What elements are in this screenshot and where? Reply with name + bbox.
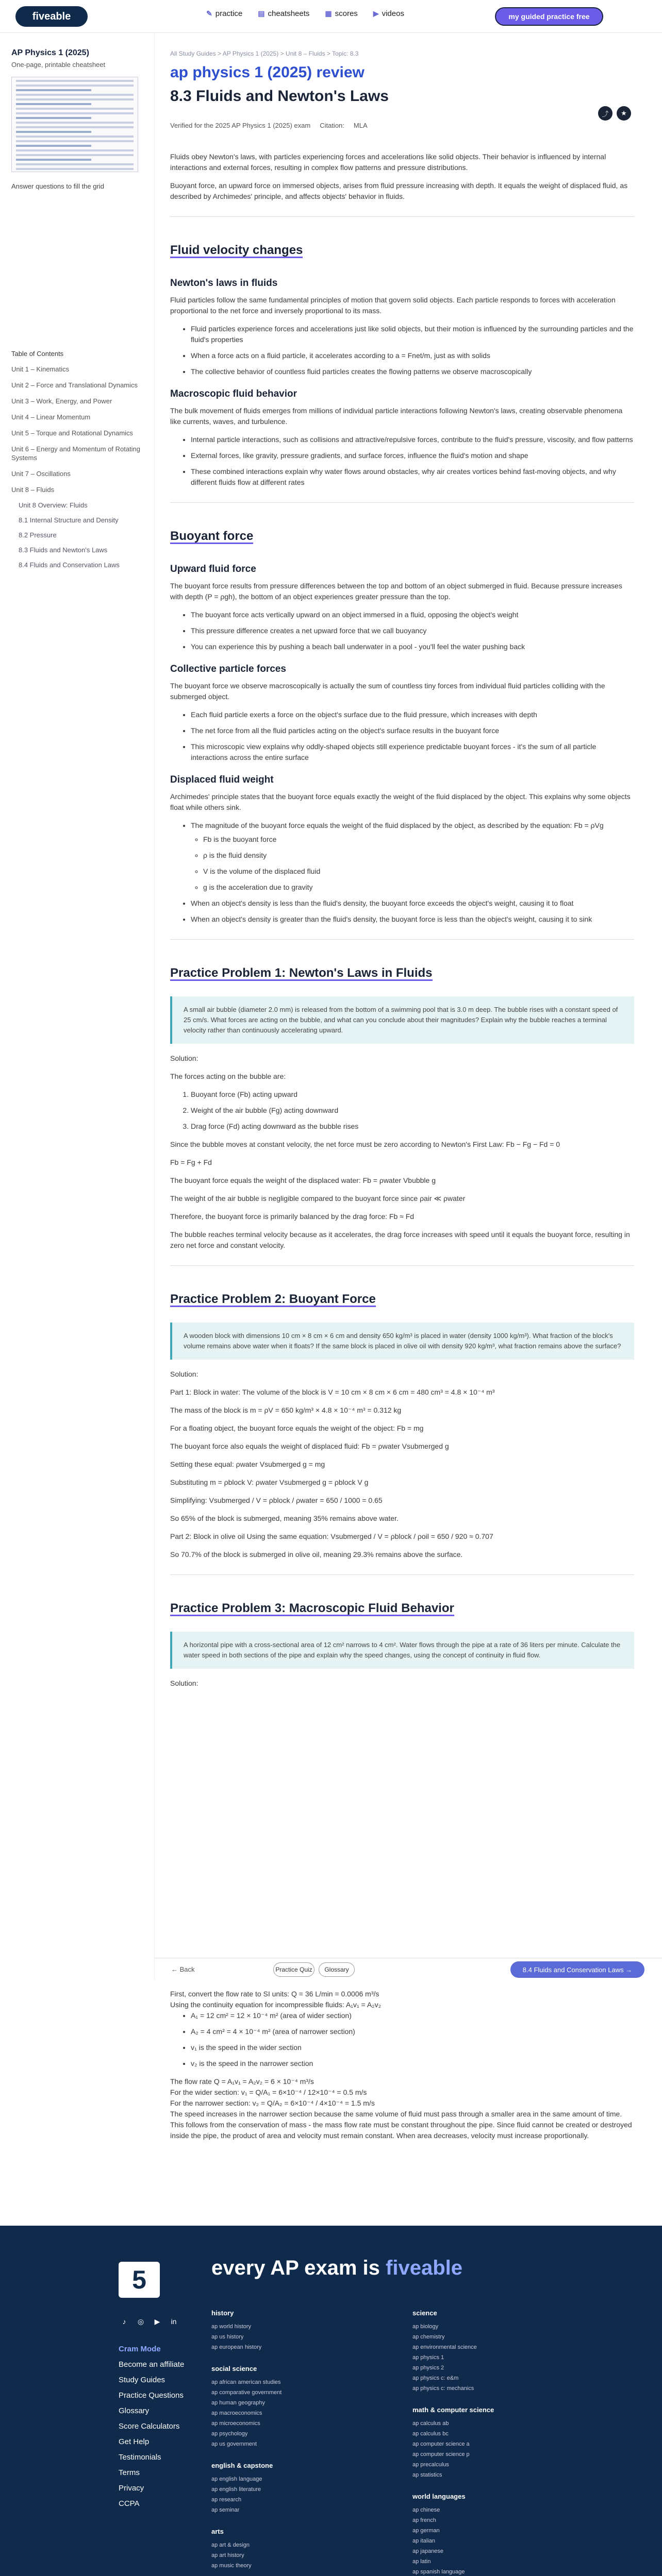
- paragraph: The mass of the block is m = ρV = 650 kg/m³ × 4.8 × 10⁻⁴ m³ = 0.312 kg: [170, 1406, 402, 1414]
- video-icon: ▶: [373, 9, 379, 18]
- paragraph: The buoyant force results from pressure differences between the top and bottom of an object submerged in fluid. Because pressure increases with depth (P = ρgh), the bottom of an object experiences greater pressure than the top.: [170, 582, 622, 601]
- list-item: • When an object's density is greater than the fluid's density, the buoyant force is less than the object's weight, causing it to sink: [191, 914, 634, 925]
- toc-unit[interactable]: Unit 6 – Energy and Momentum of Rotating Systems: [11, 445, 141, 462]
- list-item: • When a force acts on a fluid particle, it accelerates according to a = Fnet/m, just as with solids: [191, 350, 634, 361]
- footer-link[interactable]: Cram Mode: [119, 2345, 161, 2353]
- answer-questions-link[interactable]: Answer questions to fill the grid: [11, 182, 104, 190]
- footer-link[interactable]: ap italian: [412, 2538, 436, 2544]
- cheatsheet-title: AP Physics 1 (2025): [11, 48, 89, 57]
- list-item: • These combined interactions explain why water flows around obstacles, why air creates vortices behind fast-moving objects, and why different fluids flow at different rates: [191, 466, 634, 488]
- list-item: • You can experience this by pushing a beach ball underwater in a pool - you'll feel the water pushing back: [191, 641, 634, 652]
- footer-link[interactable]: Testimonials: [119, 2453, 161, 2462]
- bookmark-icon[interactable]: ★: [617, 106, 631, 121]
- paragraph: The weight of the air bubble is negligible compared to the buoyant force since ρair ≪ ρwater: [170, 1194, 466, 1202]
- footer-link[interactable]: Score Calculators: [119, 2422, 180, 2431]
- footer-link[interactable]: ap german: [412, 2528, 440, 2534]
- footer-link[interactable]: ap us government: [211, 2441, 257, 2447]
- toc-unit[interactable]: Unit 5 – Torque and Rotational Dynamics: [11, 429, 134, 437]
- practice-icon: ✎: [206, 9, 212, 18]
- footer-col-left: [211, 2308, 282, 2576]
- footer-link[interactable]: ap art history: [211, 2552, 244, 2558]
- list-item: • v₁ is the speed in the wider section: [191, 2042, 634, 2053]
- footer-link[interactable]: ap comparative government: [211, 2389, 282, 2396]
- footer-link[interactable]: CCPA: [119, 2499, 140, 2508]
- problem-statement: A wooden block with dimensions 10 cm × 8 cm × 6 cm and density 650 kg/m³ is placed in water (density 1000 kg/m³). What fraction of the block's volume remains above water when it floats? If the same block is placed in olive oil with density 920 kg/m³, what fraction remains above the surface?: [170, 1323, 634, 1360]
- footer-group-title: world languages: [412, 2493, 466, 2500]
- paragraph: First, convert the flow rate to SI units: Q = 36 L/min = 0.0006 m³/s: [170, 1990, 379, 1998]
- nav-links: [206, 9, 404, 18]
- toc-subtopic[interactable]: Unit 8 Overview: Fluids: [19, 501, 88, 509]
- nav-scores[interactable]: ▦ scores: [325, 9, 358, 18]
- footer-link[interactable]: ap computer science a: [412, 2441, 470, 2447]
- share-icon[interactable]: ⤴: [598, 106, 613, 121]
- nav-practice[interactable]: ✎ practice: [206, 9, 243, 18]
- footer-link[interactable]: Practice Questions: [119, 2391, 184, 2400]
- toc-subtopic[interactable]: 8.1 Internal Structure and Density: [19, 516, 119, 524]
- paragraph: For a floating object, the buoyant force equals the weight of the object: Fb = mg: [170, 1424, 424, 1432]
- guided-practice-button[interactable]: my guided practice free: [495, 7, 603, 26]
- footer-group-title: arts: [211, 2528, 224, 2535]
- solution-label: Solution:: [170, 1679, 198, 1687]
- subsection-heading: Displaced fluid weight: [170, 774, 274, 785]
- paragraph: Fluid particles follow the same fundamental principles of motion that govern solid objects. Each particle responds to forces with acceleration proportional to the net force and inversely proportional to its mass.: [170, 296, 616, 315]
- page-meta: [170, 122, 368, 129]
- nav-cheatsheets[interactable]: ▤ cheatsheets: [258, 9, 310, 18]
- paragraph: The buoyant force equals the weight of the displaced water: Fb = ρwater Vbubble g: [170, 1176, 436, 1184]
- paragraph: The flow rate Q = A₁v₁ = A₂v₂ = 6 × 10⁻⁴ m³/s: [170, 2077, 314, 2086]
- list-item: • This pressure difference creates a net upward force that we call buoyancy: [191, 625, 634, 636]
- linkedin-icon[interactable]: in: [171, 2317, 177, 2326]
- subsection-heading: Upward fluid force: [170, 564, 256, 574]
- toc-unit[interactable]: Unit 4 – Linear Momentum: [11, 413, 91, 421]
- list-item: ◦ V is the volume of the displaced fluid: [203, 866, 634, 877]
- list-item: 2. Weight of the air bubble (Fg) acting downward: [191, 1105, 634, 1116]
- paragraph: Therefore, the buoyant force is primarily balanced by the drag force: Fb ≈ Fd: [170, 1212, 415, 1221]
- paragraph: Part 1: Block in water: The volume of the block is V = 10 cm × 8 cm × 6 cm = 480 cm³ = 4.8 × 10⁻⁴ m³: [170, 1388, 495, 1396]
- verified-badge: Verified for the 2025 AP Physics 1 (2025) exam: [170, 122, 311, 129]
- footer-link[interactable]: Become an affiliate: [119, 2360, 185, 2369]
- footer-group-title: english & capstone: [211, 2462, 273, 2469]
- footer-link[interactable]: ap human geography: [211, 2400, 265, 2406]
- scores-icon: ▦: [325, 9, 332, 18]
- footer-group-title: math & computer science: [412, 2406, 494, 2414]
- footer-link[interactable]: ap macroeconomics: [211, 2410, 262, 2416]
- footer-links: [119, 2342, 184, 2512]
- subsection-heading: Macroscopic fluid behavior: [170, 388, 297, 399]
- footer-link[interactable]: ap physics 1: [412, 2354, 444, 2361]
- footer-link[interactable]: Terms: [119, 2468, 140, 2477]
- footer-link[interactable]: ap english language: [211, 2476, 262, 2482]
- footer-link[interactable]: ap latin: [412, 2558, 431, 2565]
- footer-link[interactable]: ap french: [412, 2517, 436, 2523]
- footer-link[interactable]: ap computer science p: [412, 2451, 470, 2458]
- footer-link[interactable]: ap physics c: mechanics: [412, 2385, 474, 2392]
- section-heading: Practice Problem 3: Macroscopic Fluid Behavior: [170, 1601, 454, 1615]
- list-item: ◦ g is the acceleration due to gravity: [203, 882, 634, 893]
- footer-link[interactable]: ap statistics: [412, 2472, 442, 2478]
- footer-link[interactable]: ap chinese: [412, 2507, 440, 2513]
- footer-group: [211, 2308, 282, 2352]
- paragraph: Part 2: Block in olive oil Using the same equation: Vsubmerged / V = ρblock / ρoil = 650 / 920 ≈ 0.707: [170, 1532, 493, 1540]
- list-item: • Each fluid particle exerts a force on the object's surface due to the fluid pressure, which increases with depth: [191, 709, 634, 720]
- list-item: • This microscopic view explains why oddly-shaped objects still experience predictable buoyant forces - it's the sum of all particle interactions across the entire surface: [191, 741, 634, 763]
- course-title: ap physics 1 (2025) review: [170, 64, 365, 81]
- intro-paragraph: Fluids obey Newton's laws, with particles experiencing forces and accelerations like solid objects. Their behavior is influenced by internal interactions and external forces, resulting in complex flow patterns and pressure distributions.: [170, 152, 606, 172]
- footer-group: [412, 2405, 494, 2480]
- footer-group-title: social science: [211, 2365, 257, 2372]
- paragraph: So 70.7% of the block is submerged in olive oil, meaning 29.3% remains above the surface.: [170, 1550, 463, 1558]
- footer-link[interactable]: ap research: [211, 2497, 242, 2503]
- instagram-icon[interactable]: ◎: [137, 2317, 144, 2326]
- paragraph: The buoyant force also equals the weight of displaced fluid: Fb = ρwater Vsubmerged g: [170, 1442, 449, 1450]
- footer-group: [412, 2308, 494, 2394]
- footer-group: [211, 2527, 282, 2571]
- footer-link[interactable]: ap physics 2: [412, 2365, 444, 2371]
- top-navigation: [0, 0, 662, 33]
- paragraph: For the wider section: v₁ = Q/A₁ = 6×10⁻⁴ / 12×10⁻⁴ = 0.5 m/s: [170, 2088, 367, 2096]
- section-heading: Buoyant force: [170, 529, 254, 543]
- paragraph: Simplifying: Vsubmerged / V = ρblock / ρwater = 650 / 1000 = 0.65: [170, 1496, 383, 1504]
- list-item: ◦ Fb is the buoyant force: [203, 834, 634, 845]
- paragraph: Substituting m = ρblock V: ρwater Vsubmerged g = ρblock V g: [170, 1478, 369, 1486]
- intro-paragraph: Buoyant force, an upward force on immersed objects, arises from fluid pressure increasing with depth. It equals the weight of displaced fluid, as described by Archimedes' principle, and affects objects' behavior in fluids.: [170, 181, 628, 200]
- footer-link[interactable]: ap psychology: [211, 2431, 248, 2437]
- list-item: • A₂ = 4 cm² = 4 × 10⁻⁴ m² (area of narrower section): [191, 2026, 634, 2037]
- list-item: • When an object's density is less than the fluid's density, the buoyant force exceeds the object's weight, causing it to float: [191, 898, 634, 909]
- footer-link[interactable]: ap english literature: [211, 2486, 261, 2493]
- paragraph: The bubble reaches terminal velocity because as it accelerates, the drag force increases with speed until it equals the buoyant force, resulting in zero net force and constant velocity.: [170, 1230, 630, 1249]
- citation-label: Citation:: [320, 122, 344, 129]
- section-heading: Fluid velocity changes: [170, 243, 303, 257]
- list-item: • The buoyant force acts vertically upward on an object immersed in a fluid, opposing the object's weight: [191, 609, 634, 620]
- footer-link[interactable]: ap japanese: [412, 2548, 443, 2554]
- solution-label: Solution:: [170, 1370, 198, 1378]
- next-topic-button[interactable]: 8.4 Fluids and Conservation Laws →: [510, 1961, 644, 1978]
- list-item: • Fluid particles experience forces and accelerations just like solid objects, but their motion is influenced by the surrounding particles and the fluid's properties: [191, 324, 634, 345]
- toc-unit[interactable]: Unit 8 – Fluids: [11, 486, 55, 494]
- paragraph: So 65% of the block is submerged, meaning 35% remains above water.: [170, 1514, 399, 1522]
- bottom-navigation-bar: [155, 1958, 662, 1980]
- problem-statement: A horizontal pipe with a cross-sectional area of 12 cm² narrows to 4 cm². Water flows through the pipe at a rate of 36 liters per minute. Calculate the water speed in both sections of the pipe and explain why the speed changes, using the concept of continuity in fluid flow.: [170, 1632, 634, 1669]
- article-body: [170, 151, 634, 1696]
- footer-link[interactable]: ap physics c: e&m: [412, 2375, 459, 2381]
- list-item: • Internal particle interactions, such as collisions and attractive/repulsive forces, contribute to the fluid's pressure, viscosity, and flow patterns: [191, 434, 634, 445]
- equation: Fb = Fg + Fd: [170, 1158, 212, 1166]
- paragraph: The buoyant force we observe macroscopically is actually the sum of countless tiny forces from individual fluid particles colliding with the submerged object.: [170, 682, 605, 701]
- list-item: • A₁ = 12 cm² = 12 × 10⁻⁴ m² (area of wider section): [191, 2010, 634, 2021]
- glossary-button[interactable]: Glossary: [319, 1962, 355, 1977]
- footer-link[interactable]: ap us history: [211, 2334, 244, 2340]
- five-logo[interactable]: 5: [119, 2262, 160, 2298]
- footer-col-right: [412, 2308, 494, 2576]
- paragraph: For the narrower section: v₂ = Q/A₂ = 6×10⁻⁴ / 4×10⁻⁴ = 1.5 m/s: [170, 2099, 375, 2107]
- list-item: • v₂ is the speed in the narrower section: [191, 2058, 634, 2069]
- footer-link[interactable]: ap world history: [211, 2324, 252, 2330]
- section-heading: Practice Problem 1: Newton's Laws in Fluids: [170, 966, 433, 980]
- footer-link[interactable]: ap environmental science: [412, 2344, 477, 2350]
- problem-statement: A small air bubble (diameter 2.0 mm) is released from the bottom of a swimming pool that is 3.0 m deep. The bubble rises with a constant speed of 25 cm/s. What forces are acting on the bubble, and what can you conclude about their magnitudes? Explain why the bubble reaches a terminal velocity rather than continuously accelerating upward.: [170, 996, 634, 1044]
- paragraph: The speed increases in the narrower section because the same volume of fluid must pass through a smaller area in the same amount of time. This follows from the conservation of mass - the mass flow rate must be constant throughout the pipe. Since fluid cannot be created or destroyed inside the pipe, the product of area and velocity must remain constant. When area decreases, velocity must increase proportionally.: [170, 2110, 632, 2140]
- subsection-heading: Newton's laws in fluids: [170, 278, 278, 289]
- footer-link[interactable]: Study Guides: [119, 2376, 166, 2384]
- list-item: • The net force from all the fluid particles acting on the object's surface results in the buoyant force: [191, 725, 634, 736]
- footer-group-title: science: [412, 2309, 437, 2317]
- paragraph: The forces acting on the bubble are:: [170, 1072, 286, 1080]
- footer-link[interactable]: ap african american studies: [211, 2379, 281, 2385]
- cheatsheet-thumbnail[interactable]: [11, 77, 138, 172]
- youtube-icon[interactable]: ▶: [154, 2317, 160, 2326]
- footer-group: [211, 2461, 282, 2515]
- paragraph: Using the continuity equation for incompressible fluids: A₁v₁ = A₂v₂: [170, 2001, 382, 2009]
- toc-title: Table of Contents: [11, 350, 64, 358]
- footer-group: [412, 2492, 494, 2576]
- paragraph: Setting these equal: ρwater Vsubmerged g = mg: [170, 1460, 325, 1468]
- list-item: ◦ ρ is the fluid density: [203, 850, 634, 861]
- footer-link[interactable]: Get Help: [119, 2437, 150, 2446]
- table-of-contents: [11, 350, 145, 576]
- section-heading: Practice Problem 2: Buoyant Force: [170, 1292, 376, 1306]
- footer-link[interactable]: ap spanish language: [412, 2569, 465, 2575]
- footer-group: [211, 2364, 282, 2449]
- paragraph: The bulk movement of fluids emerges from millions of individual particle interactions following Newton's laws, creating observable phenomena like currents, waves, and turbulence.: [170, 406, 623, 426]
- footer-link[interactable]: ap biology: [412, 2324, 439, 2330]
- footer-tagline: every AP exam is fiveable: [211, 2257, 462, 2279]
- footer-link[interactable]: ap microeconomics: [211, 2420, 260, 2427]
- footer-link[interactable]: ap calculus ab: [412, 2420, 449, 2427]
- toc-subtopic[interactable]: 8.4 Fluids and Conservation Laws: [19, 561, 120, 569]
- footer-link[interactable]: ap seminar: [211, 2507, 240, 2513]
- footer-link[interactable]: Privacy: [119, 2484, 144, 2493]
- footer-group-title: history: [211, 2309, 234, 2317]
- breadcrumb[interactable]: All Study Guides > AP Physics 1 (2025) > Unit 8 – Fluids > Topic: 8.3: [170, 50, 359, 57]
- footer-link[interactable]: ap precalculus: [412, 2462, 449, 2468]
- toc-unit[interactable]: Unit 3 – Work, Energy, and Power: [11, 397, 112, 405]
- footer-link[interactable]: ap calculus bc: [412, 2431, 449, 2437]
- article-continuation: [170, 1989, 634, 2141]
- list-item: 3. Drag force (Fd) acting downward as the bubble rises: [191, 1121, 634, 1132]
- page-title: 8.3 Fluids and Newton's Laws: [170, 88, 389, 105]
- tiktok-icon[interactable]: ♪: [122, 2317, 126, 2326]
- footer-link[interactable]: Glossary: [119, 2406, 150, 2415]
- fiveable-logo[interactable]: fiveable: [15, 6, 88, 27]
- list-item: • The magnitude of the buoyant force equals the weight of the fluid displaced by the object, as described by the equation: Fb = ρVg ◦ Fb is the buoyant force ◦ ρ is the fluid density ◦ V is the volume of the displaced fluid ◦ g is the acceleration due to gravity: [191, 820, 634, 893]
- nav-videos[interactable]: ▶ videos: [373, 9, 404, 18]
- paragraph: Archimedes' principle states that the buoyant force equals exactly the weight of the fluid displaced by the object. This explains why some objects float while others sink.: [170, 792, 631, 811]
- footer-link[interactable]: ap art & design: [211, 2542, 250, 2548]
- mla-select[interactable]: MLA: [353, 122, 368, 129]
- cheatsheet-icon: ▤: [258, 9, 265, 18]
- toc-subtopic[interactable]: 8.2 Pressure: [19, 531, 57, 539]
- toc-unit[interactable]: Unit 7 – Oscillations: [11, 470, 71, 478]
- footer: [0, 2226, 662, 2576]
- footer-link[interactable]: ap chemistry: [412, 2334, 445, 2340]
- toc-unit[interactable]: Unit 2 – Force and Translational Dynamics: [11, 381, 138, 389]
- practice-quiz-button[interactable]: Practice Quiz: [273, 1962, 315, 1977]
- footer-link[interactable]: ap music theory: [211, 2563, 252, 2569]
- footer-link[interactable]: ap european history: [211, 2344, 262, 2350]
- subsection-heading: Collective particle forces: [170, 664, 286, 674]
- toc-subtopic[interactable]: 8.3 Fluids and Newton's Laws: [19, 546, 108, 554]
- social-links: [119, 2316, 179, 2327]
- list-item: 1. Buoyant force (Fb) acting upward: [191, 1089, 634, 1100]
- solution-label: Solution:: [170, 1054, 198, 1062]
- toc-unit[interactable]: Unit 1 – Kinematics: [11, 365, 69, 373]
- cheatsheet-subtitle: One-page, printable cheatsheet: [11, 61, 106, 69]
- paragraph: Since the bubble moves at constant velocity, the net force must be zero according to Newton's First Law: Fb − Fg − Fd = 0: [170, 1140, 560, 1148]
- sidebar: [0, 33, 155, 1980]
- list-item: • The collective behavior of countless fluid particles creates the flowing patterns we observe macroscopically: [191, 366, 634, 377]
- back-button[interactable]: ← Back: [171, 1965, 195, 1973]
- list-item: • External forces, like gravity, pressure gradients, and surface forces, influence the fluid's motion and shape: [191, 450, 634, 461]
